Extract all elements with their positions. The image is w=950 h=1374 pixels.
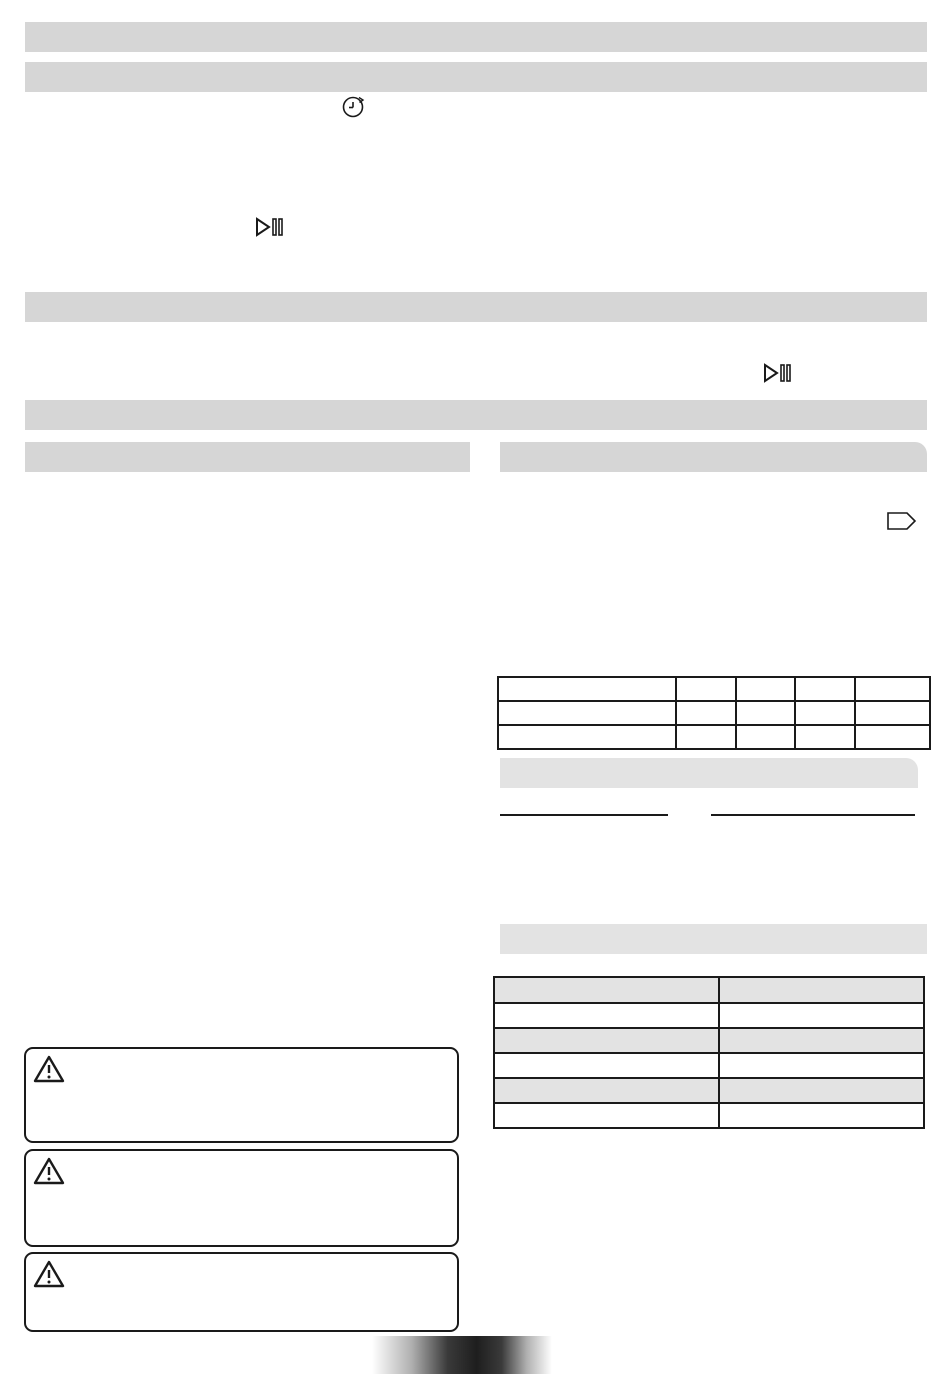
start-pause-icon <box>254 216 288 238</box>
table-cell <box>676 725 735 749</box>
table-row <box>494 977 924 1003</box>
table-cell <box>498 701 676 725</box>
table-row <box>498 701 930 725</box>
warning-triangle-icon <box>32 1259 66 1289</box>
table-cell <box>719 1028 924 1053</box>
table-cell <box>736 701 795 725</box>
subsection-header-bar <box>500 758 918 788</box>
warning-box-3 <box>24 1252 459 1332</box>
table-cell <box>795 725 854 749</box>
table-cell <box>736 677 795 701</box>
table-cell <box>498 677 676 701</box>
table-cell <box>494 1078 719 1103</box>
table-cell <box>719 1103 924 1128</box>
section-header-bar-2 <box>25 62 927 92</box>
section-header-bar-3 <box>25 292 927 322</box>
delay-timer-icon <box>340 94 368 120</box>
table-cell <box>498 725 676 749</box>
table-cell <box>494 1028 719 1053</box>
table-cell <box>494 977 719 1003</box>
table-row <box>494 1003 924 1028</box>
table-cell <box>494 1003 719 1028</box>
warning-triangle-icon <box>32 1054 66 1084</box>
table-row <box>494 1053 924 1078</box>
settings-table <box>497 676 931 750</box>
section-header-bar-4 <box>25 400 927 430</box>
warning-box-2 <box>24 1149 459 1247</box>
table-row <box>498 725 930 749</box>
warning-box-1 <box>24 1047 459 1143</box>
table-row <box>494 1028 924 1053</box>
data-table <box>493 976 925 1129</box>
table-cell <box>855 701 930 725</box>
warning-triangle-icon <box>32 1156 66 1186</box>
table-cell <box>855 677 930 701</box>
table-row <box>494 1078 924 1103</box>
underline-right <box>711 814 915 816</box>
right-column-header-bar <box>500 442 927 472</box>
table-cell <box>719 1053 924 1078</box>
table-cell <box>795 677 854 701</box>
page-number-tab <box>372 1336 552 1374</box>
table-cell <box>855 725 930 749</box>
section-header-bar-1 <box>25 22 927 52</box>
subsection-header-bar-2 <box>500 924 927 954</box>
table-cell <box>494 1053 719 1078</box>
table-row <box>498 677 930 701</box>
table-cell <box>719 1078 924 1103</box>
table-cell <box>676 701 735 725</box>
left-column-header-bar <box>25 442 470 472</box>
table-cell <box>676 677 735 701</box>
table-cell <box>795 701 854 725</box>
table-cell <box>736 725 795 749</box>
start-pause-icon <box>762 362 796 384</box>
underline-left <box>500 814 668 816</box>
table-cell <box>494 1103 719 1128</box>
tag-arrow-icon <box>886 510 918 532</box>
table-row <box>494 1103 924 1128</box>
table-cell <box>719 977 924 1003</box>
table-cell <box>719 1003 924 1028</box>
